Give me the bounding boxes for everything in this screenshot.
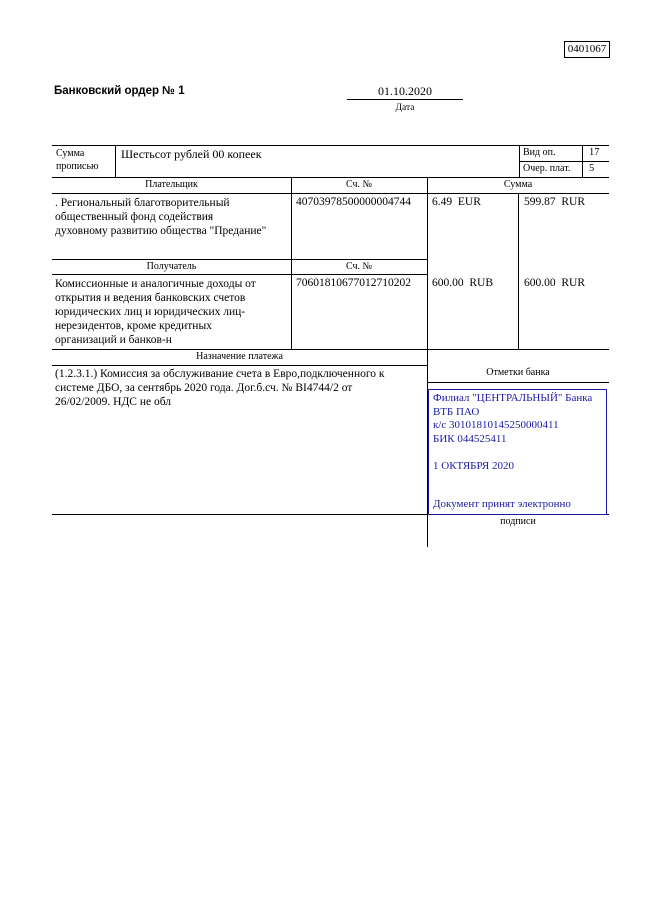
- priority-value: 5: [589, 163, 595, 174]
- recipient-name-line: открытия и ведения банковских счетов: [55, 292, 246, 304]
- header-account: Сч. №: [345, 179, 373, 190]
- recipient-amount-rub: 600.00 RUR: [524, 277, 586, 289]
- table-line: [427, 382, 609, 383]
- table-line: [52, 349, 609, 350]
- payer-name-line: общественный фонд содействия: [55, 211, 214, 223]
- recipient-name-line: организаций и банков-н: [55, 334, 172, 346]
- amount-words-value: Шестьсот рублей 00 копеек: [121, 147, 262, 161]
- payer-name: [55, 196, 289, 238]
- form-code: [564, 41, 610, 58]
- payer-amount-currency: 6.49 EUR: [432, 196, 481, 208]
- form-code-value: 0401067: [567, 43, 607, 55]
- stamp-footer: Документ принят электронно: [433, 498, 571, 510]
- payer-amount-rub: 599.87 RUR: [524, 196, 586, 208]
- table-line: [115, 145, 116, 177]
- table-line: [582, 145, 583, 177]
- table-line: [52, 193, 609, 194]
- payer-name-line: духовному развитию общества "Предание": [55, 225, 267, 237]
- table-line: [52, 145, 609, 146]
- signatures-caption: подписи: [500, 516, 536, 527]
- table-line: [52, 259, 427, 260]
- op-type-value: 17: [589, 147, 600, 158]
- date-caption: Дата: [395, 103, 415, 113]
- payer-name-line: . Региональный благотворительный: [55, 197, 230, 209]
- stamp-date: 1 ОКТЯБРЯ 2020: [433, 460, 514, 472]
- recipient-name: [55, 277, 289, 347]
- table-line: [518, 193, 519, 349]
- recipient-name-line: юридических лиц и юридических лиц-: [55, 306, 246, 318]
- amount-words-label-line2: прописью: [56, 161, 99, 172]
- amount-words-label: [56, 147, 99, 173]
- payer-account: 40703978500000004744: [296, 196, 411, 208]
- op-type-label: Вид оп.: [523, 147, 556, 158]
- recipient-amount-currency: 600.00 RUB: [432, 277, 494, 289]
- table-line: [519, 161, 609, 162]
- header-bank-marks: Отметки банка: [486, 367, 550, 378]
- header-purpose: Назначение платежа: [196, 351, 283, 362]
- header-recipient-account: Сч. №: [345, 261, 373, 272]
- recipient-account: 70601810677012710202: [296, 277, 411, 289]
- bank-stamp: [428, 389, 607, 515]
- stamp-line: Филиал "ЦЕНТРАЛЬНЫЙ" Банка: [433, 392, 593, 404]
- amount-words-label-line1: Сумма: [56, 148, 85, 159]
- recipient-name-line: нерезидентов, кроме кредитных: [55, 320, 212, 332]
- purpose-line: системе ДБО, за сентябрь 2020 года. Дог.б.сч. № BI4744/2 от: [55, 382, 353, 394]
- header-payer: Плательщик: [145, 179, 198, 190]
- date-value: 01.10.2020: [378, 84, 432, 98]
- table-line: [52, 177, 609, 178]
- header-amount: Сумма: [503, 179, 533, 190]
- stamp-line: БИК 044525411: [433, 432, 507, 445]
- stamp-line: ВТБ ПАО: [433, 405, 480, 418]
- priority-label: Очер. плат.: [523, 163, 571, 174]
- recipient-name-line: Комиссионные и аналогичные доходы от: [55, 278, 256, 290]
- table-line: [52, 274, 427, 275]
- stamp-line: к/с 30101810145250000411: [433, 419, 559, 431]
- purpose-text: [55, 367, 425, 409]
- header-recipient: Получатель: [146, 261, 197, 272]
- purpose-line: (1.2.3.1.) Комиссия за обслуживание счета в Евро,подключенного к: [55, 368, 385, 380]
- document-title: Банковский ордер № 1: [54, 85, 185, 97]
- date-underline: [347, 99, 463, 100]
- purpose-line: 26/02/2009. НДС не обл: [55, 396, 172, 408]
- table-line: [519, 145, 520, 177]
- table-line: [52, 365, 427, 366]
